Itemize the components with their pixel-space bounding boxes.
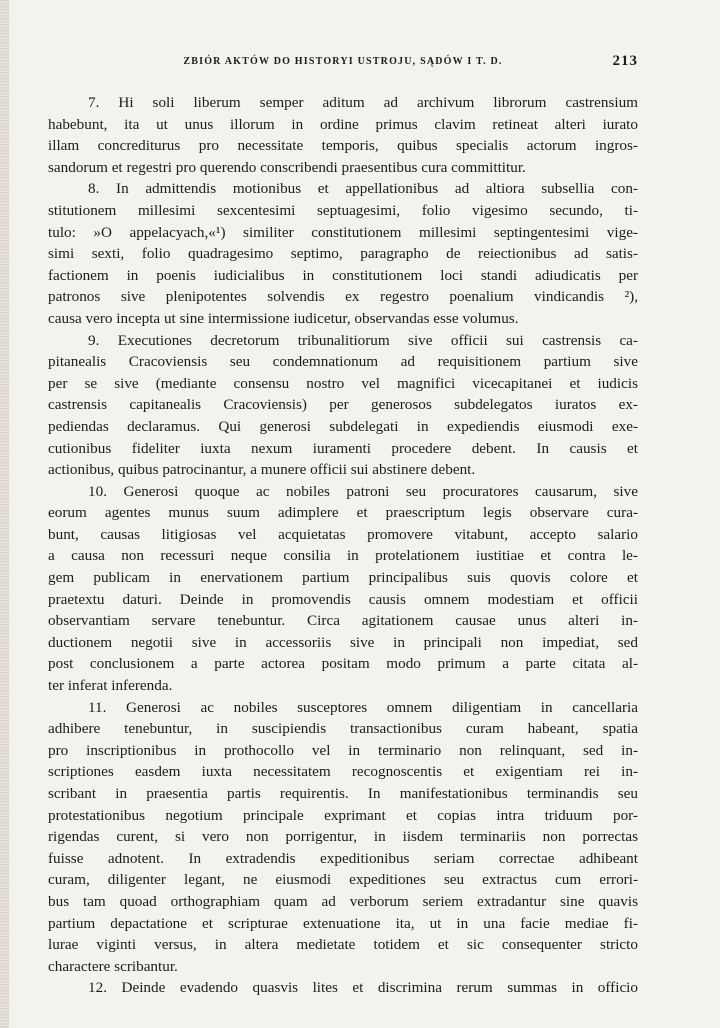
text-line: pediendas declaramus. Qui generosi subdelegati in expediendis eiusmodi exe- (48, 417, 638, 435)
text-line: cutionibus fideliter iuxta nexum iuramenti procedere debent. In causis et (48, 439, 638, 457)
text-line: per se sive (mediante consensu nostro vel magnifici vicecapitanei et iudicis (48, 374, 638, 392)
text-line: 7. Hi soli liberum semper aditum ad archivum librorum castrensium (88, 94, 638, 111)
scan-binding-edge (0, 0, 9, 1028)
text-line: pitanealis Cracoviensis seu condemnationum ad requisitionem partium sive (48, 353, 638, 371)
text-line: adhibere tenebuntur, in suscipiendis transactionibus curam habeant, spatia (48, 720, 638, 738)
text-line: illam concrediturus pro necessitate temporis, quibus specialis actorum ingros- (48, 137, 638, 155)
text-line: patronos sive plenipotentes solvendis ex regestro poenalium vindicandis ²), (48, 288, 638, 306)
text-line: a causa non recessuri neque consilia in protelationem iustitiae et contra le- (48, 547, 638, 565)
text-line: praetextu daturi. Deinde in promovendis causis omnem modestiam et officii (48, 590, 638, 608)
text-line: bunt, causas litigiosas vel acquietatas promovere vitabunt, accepto salario (48, 525, 638, 543)
text-line: observantiam servare tenebuntur. Circa agitationem causae unus alteri in- (48, 612, 638, 630)
text-line: fuisse adnotent. In extradendis expeditionibus seriam correctae adhibeant (48, 849, 638, 867)
text-line: 9. Executiones decretorum tribunalitiorum sive officii sui castrensis ca- (88, 331, 638, 349)
text-line: scribant in praesentia partis requirentis. In manifestationibus terminandis seu (48, 785, 638, 802)
text-line: 11. Generosi ac nobiles susceptores omnem diligentiam in cancellaria (88, 698, 638, 716)
running-head (48, 53, 638, 70)
text-line: stitutionem millesimi sexcentesimi septuagesimi, folio vigesimo secundo, ti- (48, 201, 638, 219)
text-line: tulo: »O appelacyach,«¹) similiter constitutionem millesimi septingentesimi vige- (48, 223, 638, 241)
text-line: gem publicam in enervationem partium principalibus suis quovis colore et (48, 569, 638, 587)
text-line: pro inscriptionibus in prothocollo vel in terminario non relinquant, sed in- (48, 741, 638, 759)
text-line: lurae viginti versus, in altera medietate totidem et sic consequenter stricto (48, 936, 638, 954)
body-text (48, 92, 638, 999)
text-line: causa vero incepta ut sine intermissione iudicetur, observandas esse volumus. (48, 309, 519, 327)
running-head-title: ZBIÓR AKTÓW DO HISTORYI USTROJU, SĄDÓW I T. D. (183, 56, 503, 67)
text-line: 10. Generosi quoque ac nobiles patroni seu procuratores causarum, sive (88, 482, 638, 500)
text-line: sandorum et regestri pro querendo conscribendi praesentibus cura committitur. (48, 158, 526, 176)
text-line: partium depactatione et scripturae extenuatione ita, ut in una facie mediae fi- (48, 914, 638, 932)
text-line: actionibus, quibus patrocinantur, a munere officii sui abstinere debent. (48, 461, 476, 479)
text-line: habebunt, ita ut unus illorum in ordine primus clavim retineat alteri iurato (48, 115, 638, 133)
text-line: factionem in poenis iudicialibus in constitutionem loci standi adiudicatis per (48, 266, 638, 284)
text-line: ductionem negotii sive in accessoriis sive in principali non impediat, sed (48, 633, 638, 651)
text-line: 12. Deinde evadendo quasvis lites et discrimina rerum summas in officio (88, 979, 638, 997)
text-line: charactere scribantur. (48, 957, 178, 975)
text-line: simi sexti, folio quadragesimo septimo, paragrapho de reiectionibus ad satis- (48, 245, 638, 263)
text-line: protestationibus negotium principale exprimant et copias intra triduum por- (48, 806, 638, 824)
text-line: bus tam quoad orthographiam quam ad verborum seriem extradantur sine quavis (48, 892, 638, 910)
text-line: post conclusionem a parte actorea positam modo primum a parte citata al- (48, 655, 638, 673)
text-line: 8. In admittendis motionibus et appellationibus ad altiora subsellia con- (88, 180, 638, 198)
text-line: curam, diligenter legant, ne eiusmodi expeditiones seu extractus cum errori- (48, 871, 638, 889)
text-line: ter inferat inferenda. (48, 677, 173, 695)
text-line: castrensis capitanealis Cracoviensis) per generosos subdelegatos iuratos ex- (48, 396, 638, 414)
text-line: rigendas curent, si vero non porrigentur, in iisdem terminariis non porrectas (48, 828, 638, 846)
page-number: 213 (612, 53, 638, 69)
text-line: eorum agentes munus suum adimplere et praescriptum legis observare cura- (48, 504, 638, 522)
text-line: scriptiones easdem iuxta necessitatem recognoscentis et exigentiam rei in- (48, 763, 638, 781)
